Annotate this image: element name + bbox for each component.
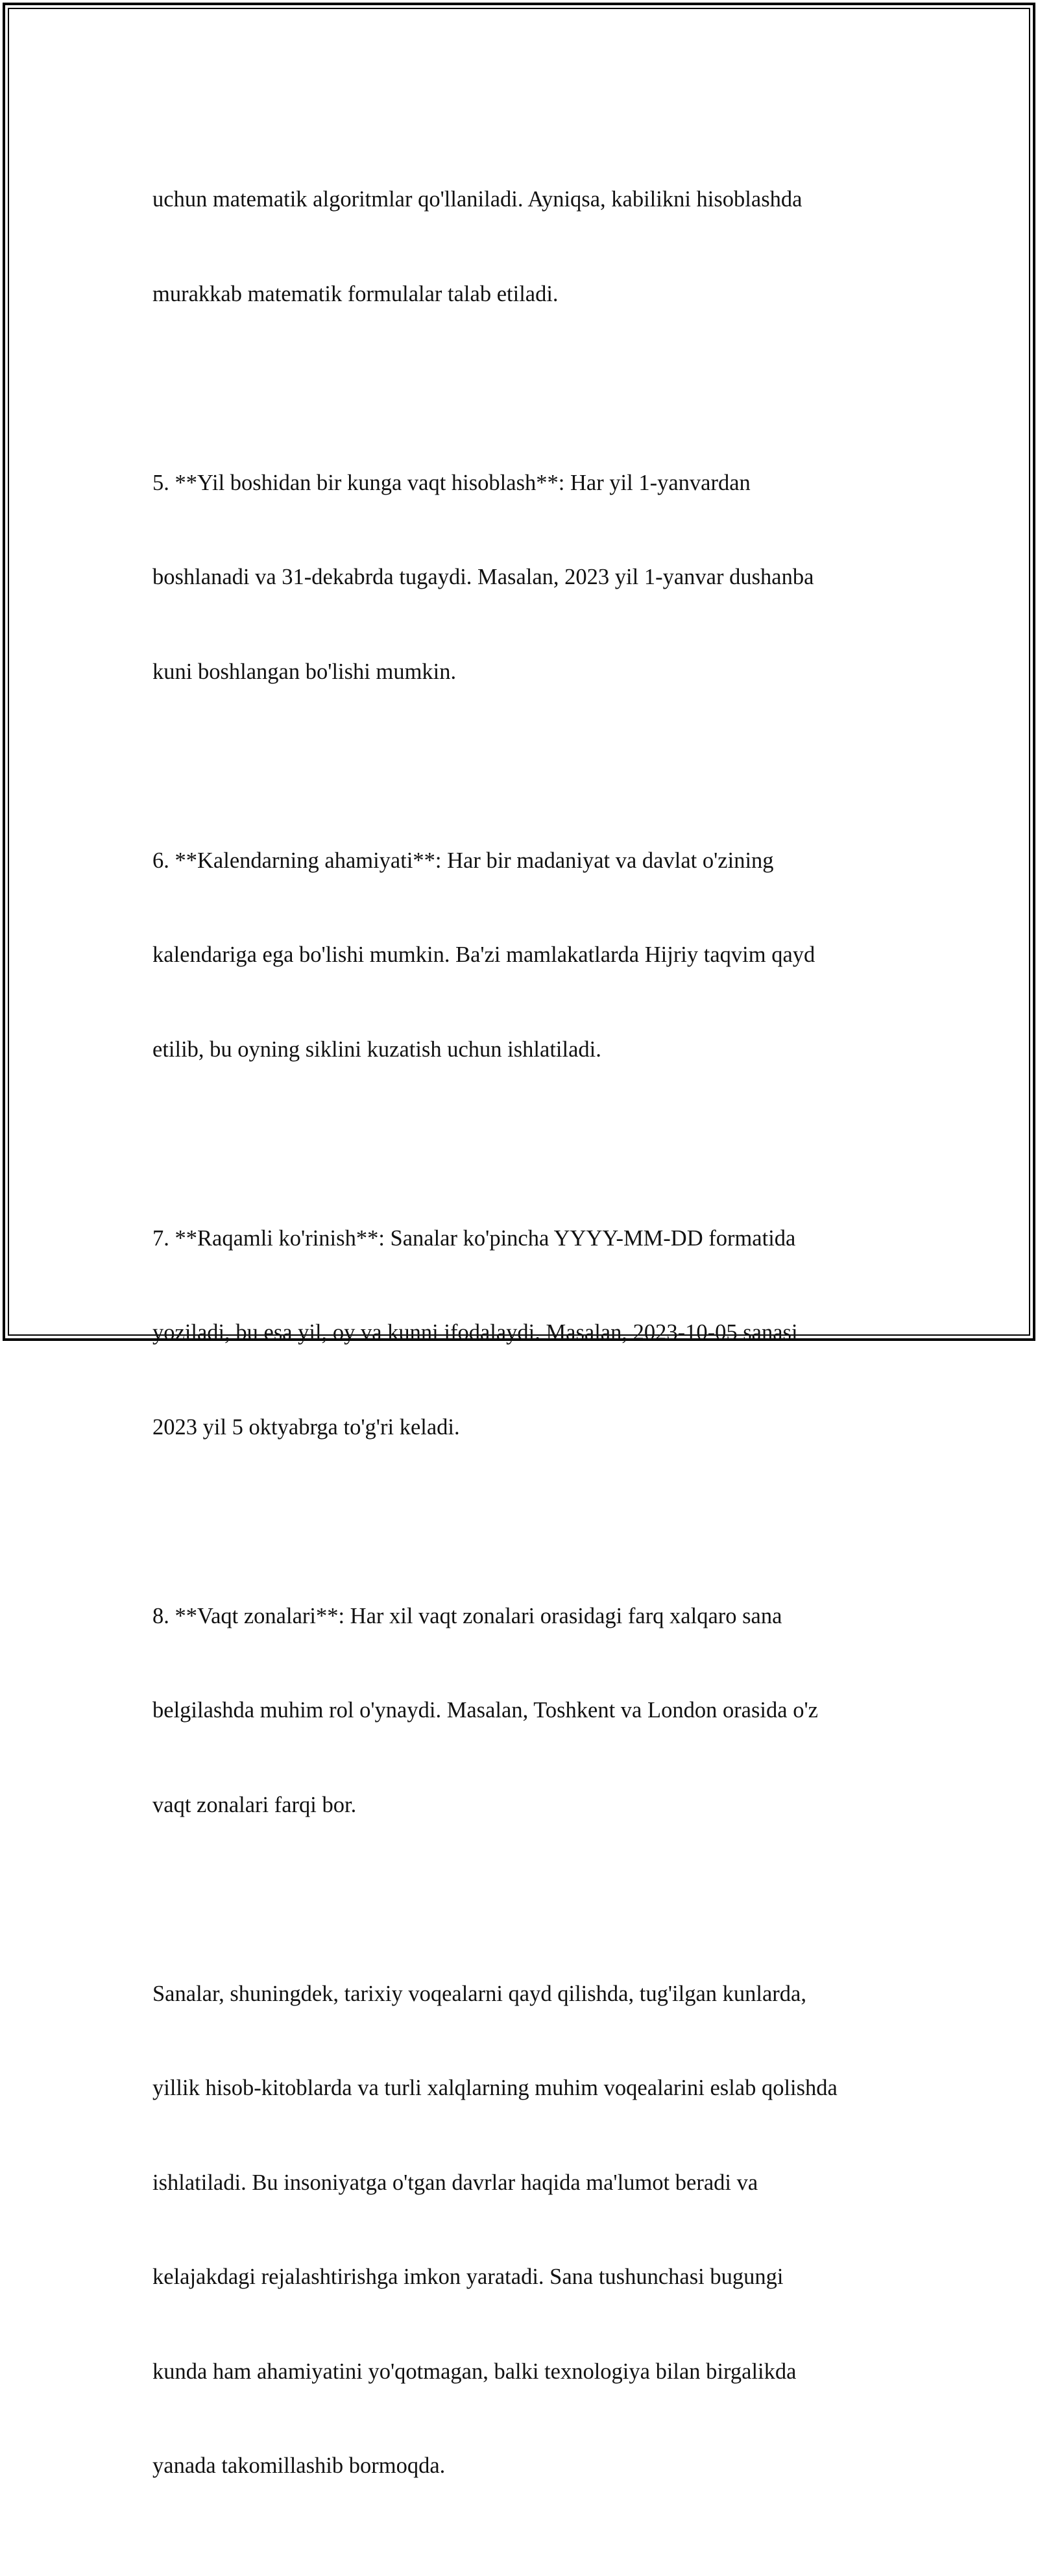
text-line: uchun matematik algoritmlar qo'llaniladi. Ayniqsa, kabilikni hisoblashda [152,187,803,212]
text-line: ishlatiladi. Bu insoniyatga o'tgan davrlar haqida ma'lumot beradi va [152,2170,758,2195]
text-line: 6. **Kalendarning ahamiyati**: Har bir madaniyat va davlat o'zining [152,848,774,873]
text-line: yillik hisob-kitoblarda va turli xalqlarning muhim voqealarini eslab qolishda [152,2076,838,2100]
text-line: 5. **Yil boshidan bir kunga vaqt hisoblash**: Har yil 1-yanvardan [152,470,751,495]
paragraph-item-7 [152,1160,899,1506]
text-line: kuni boshlangan bo'lishi mumkin. [152,659,457,684]
document-body [152,121,899,2576]
paragraph-item-5 [152,404,899,751]
text-line: 7. **Raqamli ko'rinish**: Sanalar ko'pincha YYYY-MM-DD formatida [152,1225,796,1251]
text-line: yoziladi, bu esa yil, oy va kunni ifodalaydi. Masalan, 2023-10-05 sanasi [152,1320,798,1345]
text-line: kelajakdagi rejalashtirishga imkon yaratadi. Sana tushunchasi bugungi [152,2264,784,2289]
paragraph-conclusion [152,1915,899,2545]
text-line: vaqt zonalari farqi bor. [152,1792,357,1817]
text-line: kunda ham ahamiyatini yo'qotmagan, balki texnologiya bilan birgalikda [152,2359,797,2384]
text-line: belgilashda muhim rol o'ynaydi. Masalan, Toshkent va London orasida o'z [152,1698,818,1723]
text-line: yanada takomillashib bormoqda. [152,2453,446,2478]
paragraph-intro-continuation [152,121,899,373]
paragraph-item-6 [152,782,899,1129]
paragraph-item-8 [152,1538,899,1884]
text-line: 2023 yil 5 oktyabrga to'g'ri keladi. [152,1414,460,1440]
text-line: kalendariga ega bo'lishi mumkin. Ba'zi mamlakatlarda Hijriy taqvim qayd [152,942,815,967]
text-line: etilib, bu oyning siklini kuzatish uchun ishlatiladi. [152,1037,601,1062]
text-line: boshlanadi va 31-dekabrda tugaydi. Masalan, 2023 yil 1-yanvar dushanba [152,565,814,589]
text-line: Sanalar, shuningdek, tarixiy voqealarni qayd qilishda, tug'ilgan kunlarda, [152,1981,806,2006]
text-line: 8. **Vaqt zonalari**: Har xil vaqt zonalari orasidagi farq xalqaro sana [152,1603,782,1628]
text-line: murakkab matematik formulalar talab etiladi. [152,281,559,306]
